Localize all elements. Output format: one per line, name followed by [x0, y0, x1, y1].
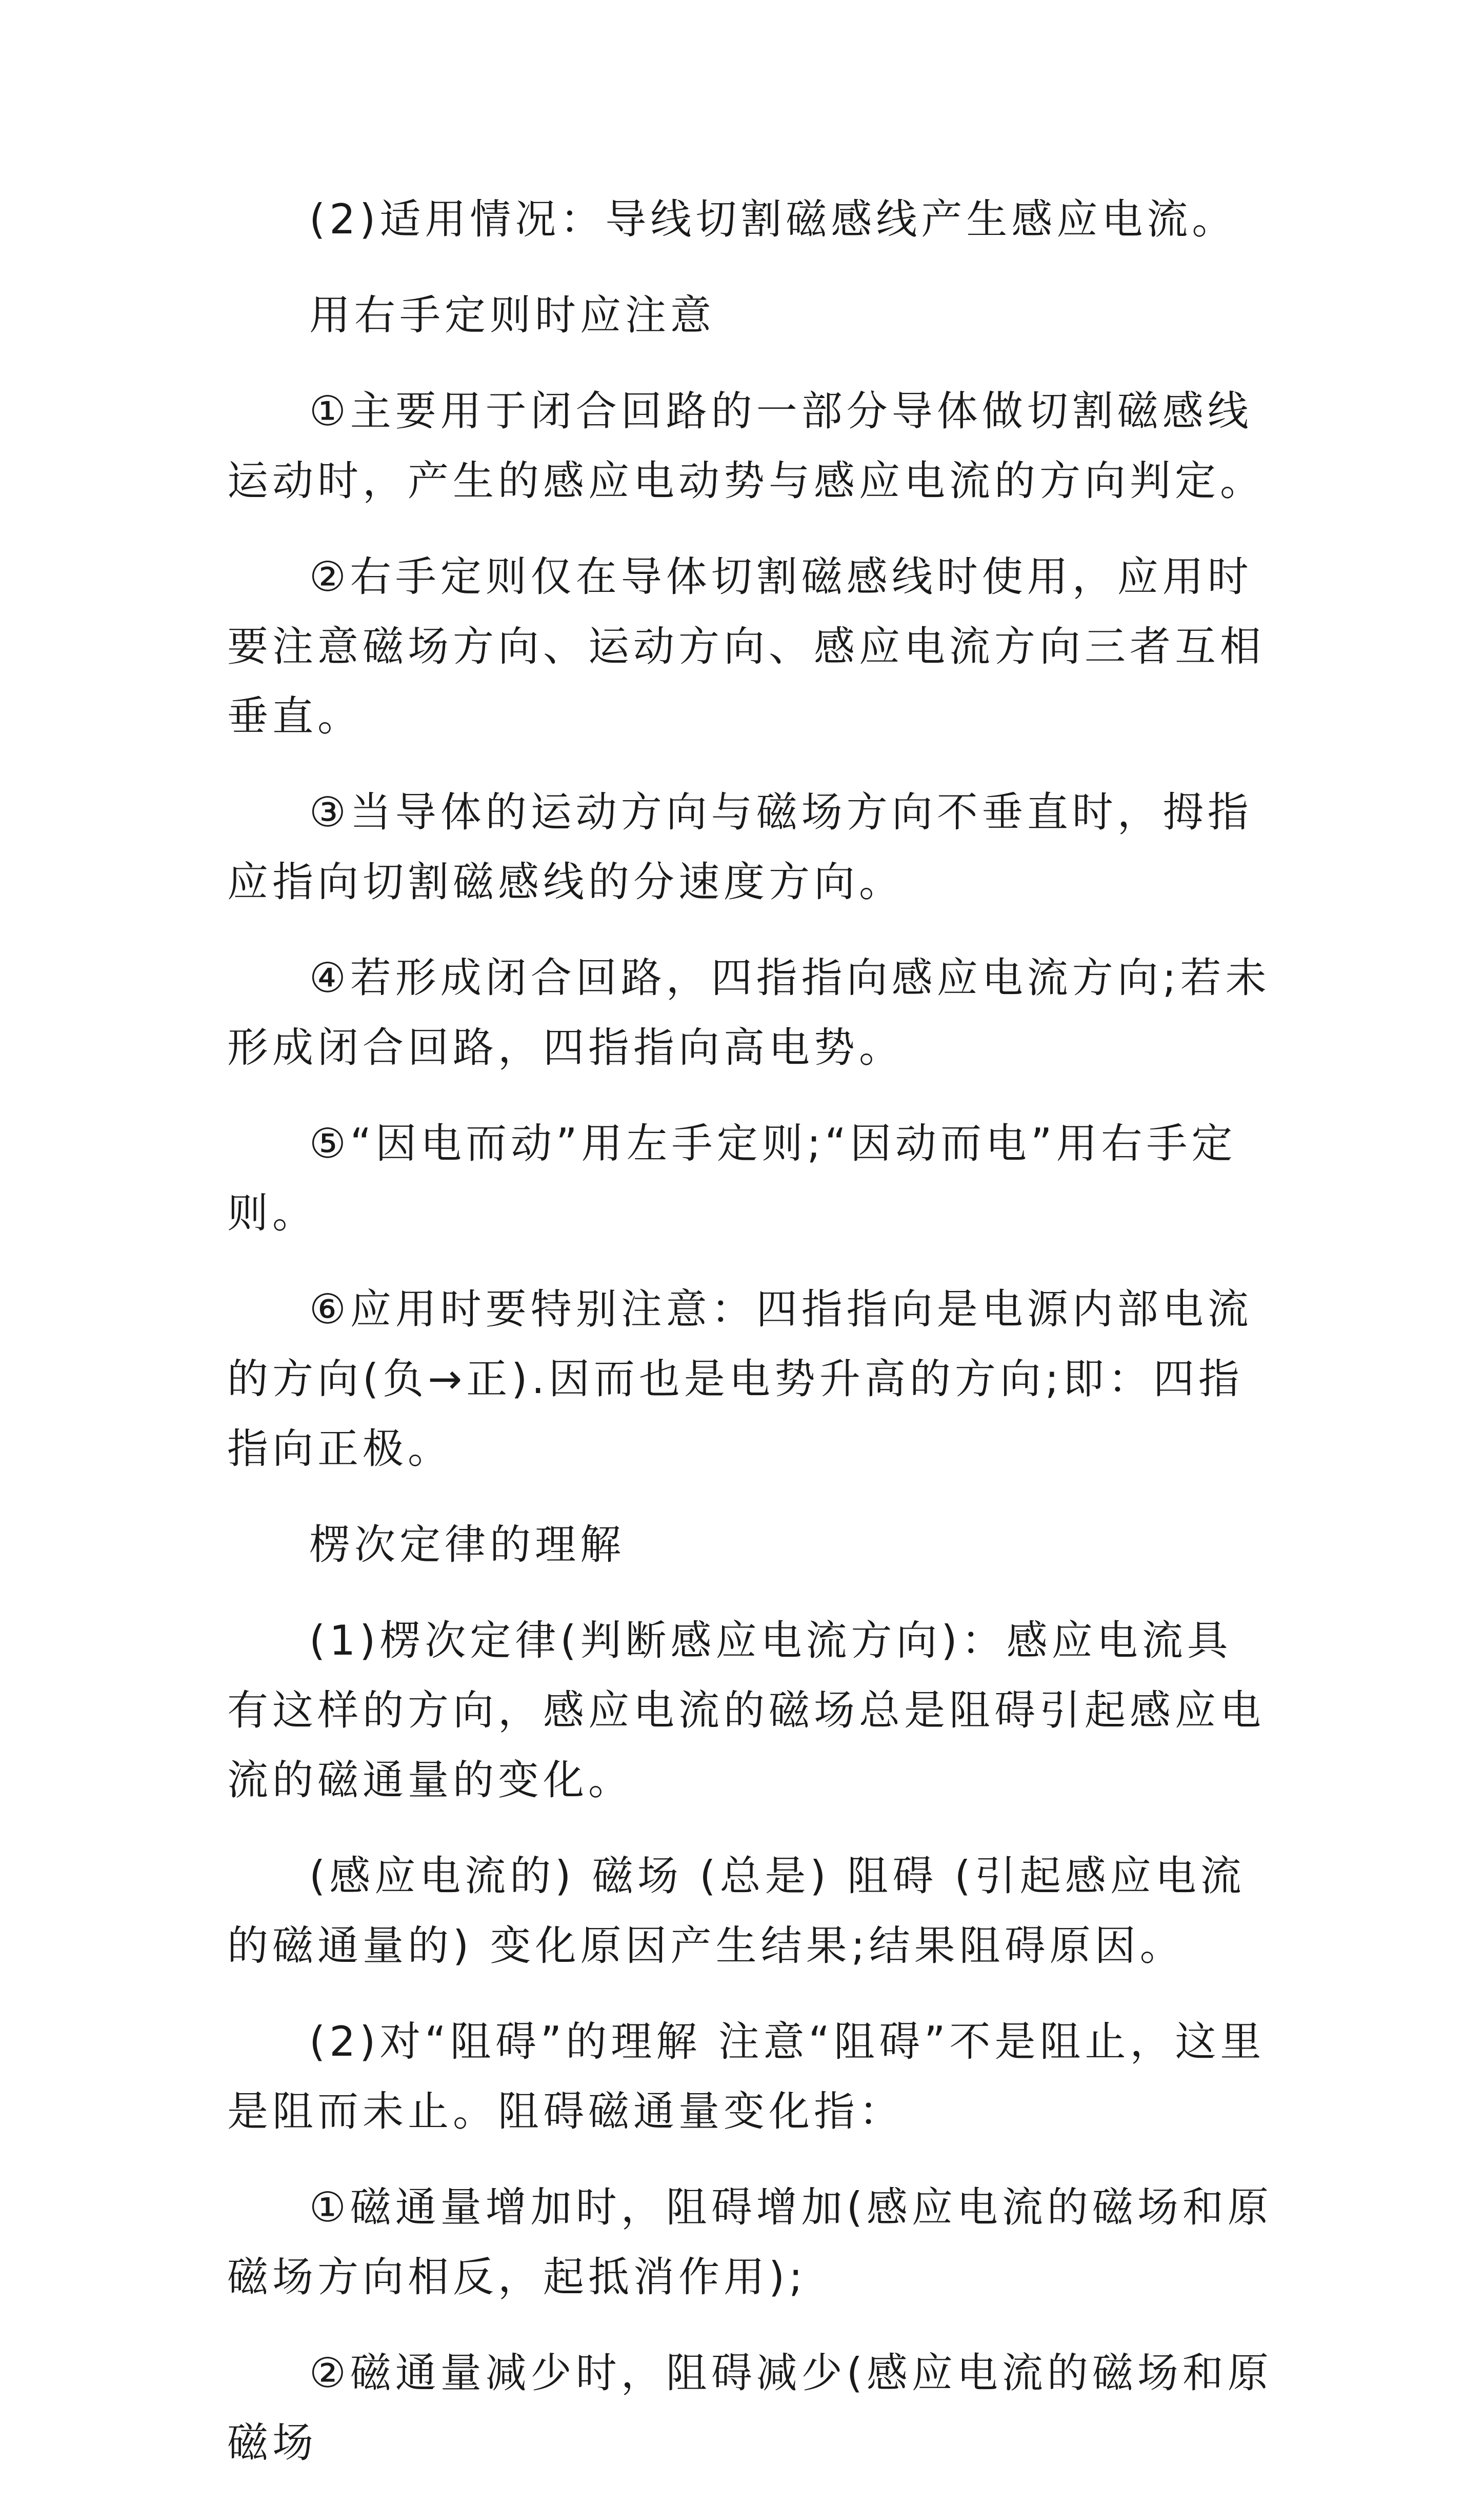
- heading-right-hand-rule-notes: 用右手定则时应注意: [309, 291, 715, 339]
- paragraph-lenz-breakdown: (感应电流的) 磁场 (总是) 阻碍 (引起感应电流的磁通量的) 变化原因产生结果;结果阻碍原因。: [227, 1852, 1246, 1970]
- document-body: [227, 185, 1273, 2504]
- paragraph-note-5: ⑤“因电而动”用左手定则;“因动而电”用右手定则。: [227, 1120, 1237, 1237]
- paragraph-note-3: ③当导体的运动方向与磁场方向不垂直时，拇指应指向切割磁感线的分速度方向。: [227, 788, 1253, 906]
- heading-lenz-law: 楞次定律的理解: [309, 1521, 625, 1568]
- paragraph-lenz-definition: (1)楞次定律(判断感应电流方向)：感应电流具有这样的方向，感应电流的磁场总是阻碍引起感应电流的磁通量的变化。: [227, 1617, 1265, 1804]
- paragraph-note-2: ②右手定则仅在导体切割磁感线时使用，应用时要注意磁场方向、运动方向、感应电流方向三者互相垂直。: [227, 553, 1265, 740]
- paragraph-note-4: ④若形成闭合回路，四指指向感应电流方向;若未形成闭合回路，四指指向高电势。: [227, 954, 1271, 1071]
- paragraph-note-6: ⑥应用时要特别注意：四指指向是电源内部电流的方向(负→正).因而也是电势升高的方向;即：四指指向正极。: [227, 1285, 1253, 1473]
- paragraph-flux-increase: ①磁通量增加时，阻碍增加(感应电流的磁场和原磁场方向相反，起抵消作用);: [227, 2183, 1273, 2301]
- paragraph-flux-decrease: ②磁通量减少时，阻碍减少(感应电流的磁场和原磁场: [227, 2349, 1273, 2467]
- paragraph-applicable-case: (2)适用情况：导线切割磁感线产生感应电流。: [309, 195, 1237, 243]
- paragraph-note-1: ①主要用于闭合回路的一部分导体做切割磁感线运动时，产生的感应电动势与感应电流的方向判定。: [227, 387, 1265, 505]
- paragraph-hinder-meaning: (2)对“阻碍”的理解 注意“阻碍”不是阻止，这里是阻而未止。阻碍磁通量变化指：: [227, 2018, 1266, 2135]
